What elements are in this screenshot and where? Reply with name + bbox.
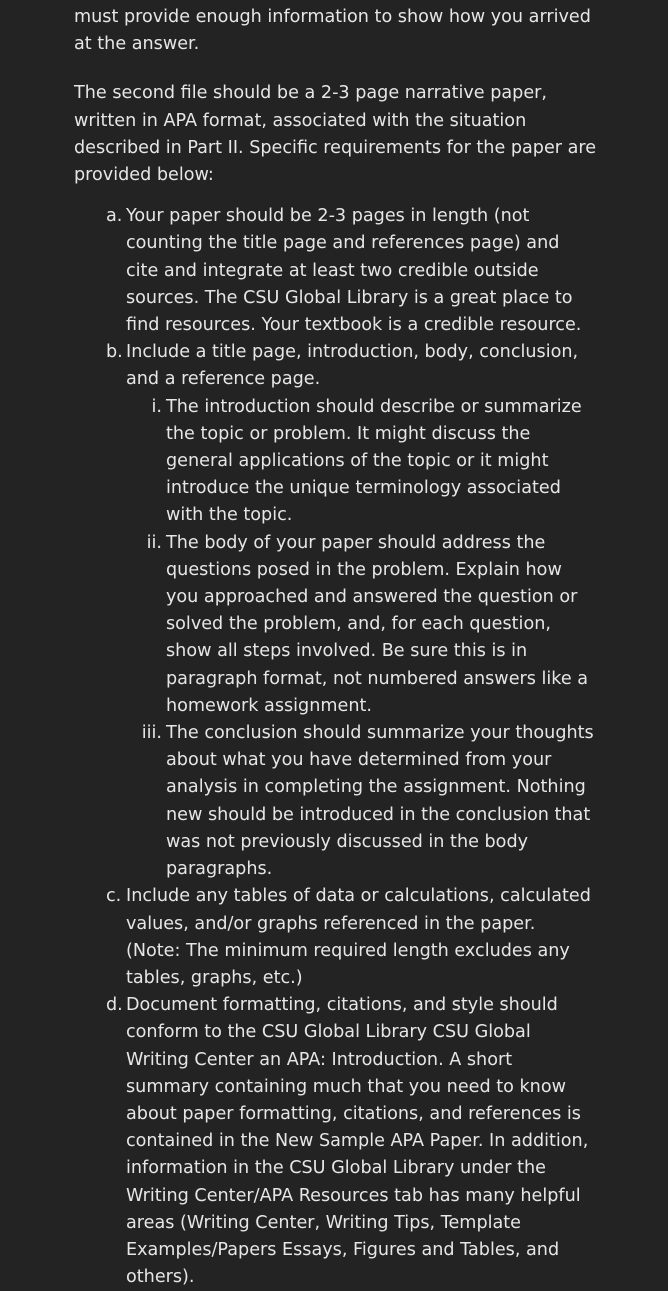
list-marker: ii. (146, 532, 162, 553)
second-file-paragraph: The second file should be a 2-3 page narrative paper, written in APA format, associated with the situation described in Part II. Specific requirements for the paper are provided below: (74, 83, 597, 186)
requirement-text: Include any tables of data or calculations, calculated values, and/or graphs referenced in the paper. (Note: The minimum required length excludes any tables, graphs, etc.) (126, 886, 591, 988)
section-text: The conclusion should summarize your thoughts about what you have determined from your analysis in completing the assignment. Nothing new should be introduced in the conclusion that was not previously discussed in the body paragraphs. (166, 723, 594, 880)
list-marker: iii. (141, 723, 162, 744)
requirement-item-a (106, 203, 594, 339)
section-item-body (146, 530, 596, 720)
list-marker: b. (106, 342, 123, 363)
list-marker: c. (106, 886, 122, 907)
list-marker: i. (151, 396, 162, 417)
section-item-introduction (151, 394, 596, 530)
requirement-item-b (106, 339, 594, 883)
section-text: The body of your paper should address the questions posed in the problem. Explain how you approached and answered the question or solved the problem, and, for each question, show all steps involved. Be sure this is in paragraph format, not numbered answers like a homework assignment. (166, 532, 589, 716)
requirement-text: Include a title page, introduction, body, conclusion, and a reference page. (126, 342, 579, 390)
intro-continuation-paragraph: must provide enough information to show how you arrived at the answer. (74, 7, 591, 55)
requirement-item-c (106, 883, 594, 992)
paper-sections-list (126, 394, 594, 884)
list-marker: d. (106, 995, 123, 1016)
requirements-list (74, 203, 608, 1291)
list-marker: a. (106, 206, 123, 227)
requirement-item-d (106, 992, 594, 1291)
requirement-text: Document formatting, citations, and style should conform to the CSU Global Library CSU Global Writing Center an APA: Introduction. A short summary containing much that you need to know about paper formatting, citations, and references is contained in the New Sample APA Paper. In addition, information in the CSU Global Library under the Writing Center/APA Resources tab has many helpful areas (Writing Center, Writing Tips, Template Examples/Papers Essays, Figures and Tables, and others). (126, 995, 589, 1288)
requirement-text: Your paper should be 2-3 pages in length (not counting the title page and references page) and cite and integrate at least two credible outside sources. The CSU Global Library is a great place to find resources. Your textbook is a credible resource. (126, 206, 582, 336)
section-item-conclusion (141, 720, 596, 883)
section-text: The introduction should describe or summarize the topic or problem. It might discuss the general applications of the topic or it might introduce the unique terminology associated with the topic. (166, 396, 582, 526)
